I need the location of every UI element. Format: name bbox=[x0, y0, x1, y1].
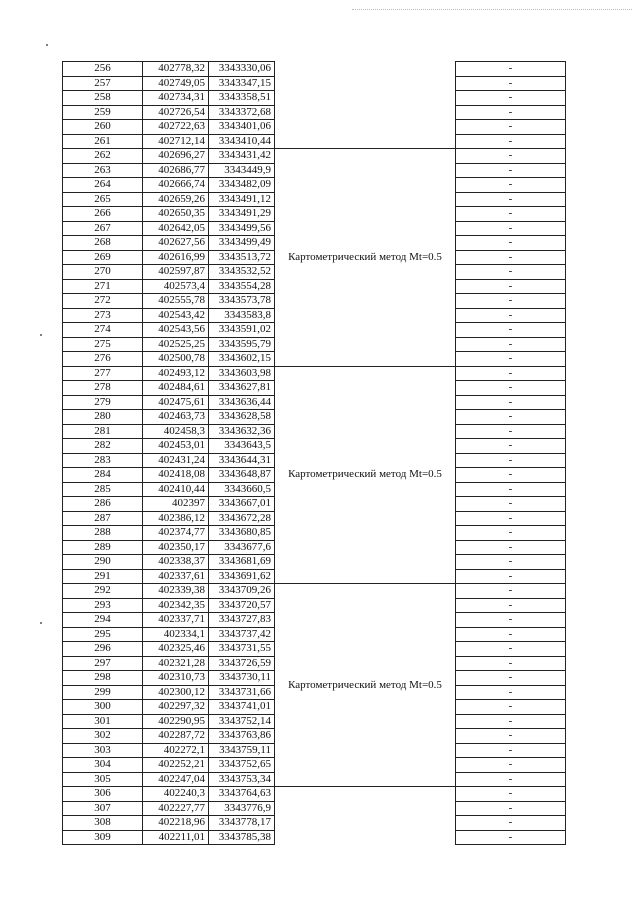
point-number: 302 bbox=[63, 729, 143, 744]
coordinate-y: 3343627,81 bbox=[209, 381, 275, 396]
value-dash: - bbox=[456, 511, 566, 526]
coordinate-x: 402337,71 bbox=[143, 613, 209, 628]
coordinate-y: 3343491,29 bbox=[209, 207, 275, 222]
value-dash: - bbox=[456, 685, 566, 700]
coordinate-y: 3343752,14 bbox=[209, 714, 275, 729]
value-dash: - bbox=[456, 642, 566, 657]
coordinate-y: 3343680,85 bbox=[209, 526, 275, 541]
coordinate-y: 3343628,58 bbox=[209, 410, 275, 425]
point-number: 299 bbox=[63, 685, 143, 700]
point-number: 293 bbox=[63, 598, 143, 613]
coordinate-y: 3343667,01 bbox=[209, 497, 275, 512]
point-number: 256 bbox=[63, 62, 143, 77]
table-row bbox=[63, 584, 566, 599]
point-number: 282 bbox=[63, 439, 143, 454]
point-number: 270 bbox=[63, 265, 143, 280]
method-cell: Картометрический метод Mt=0.5 bbox=[275, 149, 456, 367]
coordinate-y: 3343583,8 bbox=[209, 308, 275, 323]
method-cell-empty bbox=[275, 76, 456, 91]
coordinate-x: 402778,32 bbox=[143, 62, 209, 77]
coordinate-x: 402397 bbox=[143, 497, 209, 512]
coordinate-y: 3343372,68 bbox=[209, 105, 275, 120]
coordinate-y: 3343632,36 bbox=[209, 424, 275, 439]
coordinate-x: 402642,05 bbox=[143, 221, 209, 236]
coordinate-x: 402410,44 bbox=[143, 482, 209, 497]
value-dash: - bbox=[456, 468, 566, 483]
method-cell-empty bbox=[275, 816, 456, 831]
coordinate-x: 402297,32 bbox=[143, 700, 209, 715]
method-cell-empty bbox=[275, 120, 456, 135]
coordinate-y: 3343741,01 bbox=[209, 700, 275, 715]
coordinate-y: 3343776,9 bbox=[209, 801, 275, 816]
value-dash: - bbox=[456, 120, 566, 135]
point-number: 301 bbox=[63, 714, 143, 729]
coordinate-y: 3343677,6 bbox=[209, 540, 275, 555]
table-row bbox=[63, 366, 566, 381]
coordinate-y: 3343691,62 bbox=[209, 569, 275, 584]
point-number: 276 bbox=[63, 352, 143, 367]
value-dash: - bbox=[456, 76, 566, 91]
coordinate-x: 402325,46 bbox=[143, 642, 209, 657]
point-number: 298 bbox=[63, 671, 143, 686]
coordinate-x: 402310,73 bbox=[143, 671, 209, 686]
coordinate-x: 402666,74 bbox=[143, 178, 209, 193]
table-row bbox=[63, 149, 566, 164]
value-dash: - bbox=[456, 787, 566, 802]
value-dash: - bbox=[456, 236, 566, 251]
point-number: 305 bbox=[63, 772, 143, 787]
coordinate-y: 3343763,86 bbox=[209, 729, 275, 744]
value-dash: - bbox=[456, 62, 566, 77]
coordinate-x: 402300,12 bbox=[143, 685, 209, 700]
coordinate-x: 402463,73 bbox=[143, 410, 209, 425]
value-dash: - bbox=[456, 178, 566, 193]
coordinate-x: 402334,1 bbox=[143, 627, 209, 642]
table-row bbox=[63, 91, 566, 106]
point-number: 286 bbox=[63, 497, 143, 512]
coordinate-x: 402240,3 bbox=[143, 787, 209, 802]
value-dash: - bbox=[456, 772, 566, 787]
coordinate-x: 402734,31 bbox=[143, 91, 209, 106]
coordinate-y: 3343709,26 bbox=[209, 584, 275, 599]
coordinate-x: 402374,77 bbox=[143, 526, 209, 541]
value-dash: - bbox=[456, 714, 566, 729]
coordinate-y: 3343603,98 bbox=[209, 366, 275, 381]
value-dash: - bbox=[456, 163, 566, 178]
coordinate-y: 3343660,5 bbox=[209, 482, 275, 497]
coordinate-y: 3343491,12 bbox=[209, 192, 275, 207]
value-dash: - bbox=[456, 526, 566, 541]
value-dash: - bbox=[456, 149, 566, 164]
coordinate-x: 402597,87 bbox=[143, 265, 209, 280]
coordinate-y: 3343648,87 bbox=[209, 468, 275, 483]
coordinate-x: 402627,56 bbox=[143, 236, 209, 251]
point-number: 263 bbox=[63, 163, 143, 178]
value-dash: - bbox=[456, 453, 566, 468]
value-dash: - bbox=[456, 221, 566, 236]
value-dash: - bbox=[456, 395, 566, 410]
point-number: 261 bbox=[63, 134, 143, 149]
coordinate-y: 3343573,78 bbox=[209, 294, 275, 309]
coordinate-x: 402493,12 bbox=[143, 366, 209, 381]
coordinate-x: 402287,72 bbox=[143, 729, 209, 744]
coordinate-y: 3343759,11 bbox=[209, 743, 275, 758]
coordinate-y: 3343499,49 bbox=[209, 236, 275, 251]
coordinate-x: 402650,35 bbox=[143, 207, 209, 222]
coordinate-y: 3343591,02 bbox=[209, 323, 275, 338]
point-number: 287 bbox=[63, 511, 143, 526]
value-dash: - bbox=[456, 279, 566, 294]
coordinate-x: 402321,28 bbox=[143, 656, 209, 671]
value-dash: - bbox=[456, 482, 566, 497]
value-dash: - bbox=[456, 91, 566, 106]
value-dash: - bbox=[456, 207, 566, 222]
coordinate-x: 402350,17 bbox=[143, 540, 209, 555]
scan-speck bbox=[46, 44, 48, 46]
method-cell: Картометрический метод Mt=0.5 bbox=[275, 584, 456, 787]
scan-speck bbox=[40, 622, 42, 624]
coordinate-x: 402252,21 bbox=[143, 758, 209, 773]
coordinate-y: 3343330,06 bbox=[209, 62, 275, 77]
coordinate-x: 402543,42 bbox=[143, 308, 209, 323]
point-number: 280 bbox=[63, 410, 143, 425]
scan-header-dotted-line bbox=[352, 9, 632, 10]
value-dash: - bbox=[456, 352, 566, 367]
value-dash: - bbox=[456, 308, 566, 323]
coordinate-x: 402573,4 bbox=[143, 279, 209, 294]
point-number: 283 bbox=[63, 453, 143, 468]
point-number: 285 bbox=[63, 482, 143, 497]
coordinate-x: 402386,12 bbox=[143, 511, 209, 526]
value-dash: - bbox=[456, 613, 566, 628]
point-number: 258 bbox=[63, 91, 143, 106]
point-number: 259 bbox=[63, 105, 143, 120]
coordinate-y: 3343401,06 bbox=[209, 120, 275, 135]
coordinate-y: 3343672,28 bbox=[209, 511, 275, 526]
point-number: 275 bbox=[63, 337, 143, 352]
coordinate-y: 3343347,15 bbox=[209, 76, 275, 91]
point-number: 269 bbox=[63, 250, 143, 265]
coordinate-x: 402337,61 bbox=[143, 569, 209, 584]
value-dash: - bbox=[456, 700, 566, 715]
coordinate-x: 402555,78 bbox=[143, 294, 209, 309]
point-number: 284 bbox=[63, 468, 143, 483]
value-dash: - bbox=[456, 105, 566, 120]
coordinate-y: 3343636,44 bbox=[209, 395, 275, 410]
value-dash: - bbox=[456, 671, 566, 686]
point-number: 277 bbox=[63, 366, 143, 381]
coordinate-y: 3343752,65 bbox=[209, 758, 275, 773]
value-dash: - bbox=[456, 816, 566, 831]
point-number: 274 bbox=[63, 323, 143, 338]
point-number: 292 bbox=[63, 584, 143, 599]
point-number: 267 bbox=[63, 221, 143, 236]
coordinate-y: 3343532,52 bbox=[209, 265, 275, 280]
scan-speck bbox=[40, 334, 42, 336]
coordinate-y: 3343681,69 bbox=[209, 555, 275, 570]
coordinate-y: 3343753,34 bbox=[209, 772, 275, 787]
coordinate-y: 3343737,42 bbox=[209, 627, 275, 642]
value-dash: - bbox=[456, 424, 566, 439]
table-row bbox=[63, 801, 566, 816]
coordinate-x: 402712,14 bbox=[143, 134, 209, 149]
coordinate-x: 402749,05 bbox=[143, 76, 209, 91]
value-dash: - bbox=[456, 192, 566, 207]
coordinate-x: 402458,3 bbox=[143, 424, 209, 439]
coordinate-x: 402227,77 bbox=[143, 801, 209, 816]
point-number: 309 bbox=[63, 830, 143, 845]
method-cell-empty bbox=[275, 91, 456, 106]
value-dash: - bbox=[456, 801, 566, 816]
method-cell-empty bbox=[275, 787, 456, 802]
point-number: 268 bbox=[63, 236, 143, 251]
coordinate-x: 402339,38 bbox=[143, 584, 209, 599]
table-row bbox=[63, 134, 566, 149]
coordinate-x: 402484,61 bbox=[143, 381, 209, 396]
coordinate-x: 402211,01 bbox=[143, 830, 209, 845]
point-number: 304 bbox=[63, 758, 143, 773]
value-dash: - bbox=[456, 627, 566, 642]
coordinate-x: 402247,04 bbox=[143, 772, 209, 787]
value-dash: - bbox=[456, 294, 566, 309]
point-number: 264 bbox=[63, 178, 143, 193]
point-number: 279 bbox=[63, 395, 143, 410]
value-dash: - bbox=[456, 439, 566, 454]
coordinates-table-body bbox=[63, 62, 566, 845]
method-cell-empty bbox=[275, 105, 456, 120]
coordinate-y: 3343499,56 bbox=[209, 221, 275, 236]
point-number: 260 bbox=[63, 120, 143, 135]
coordinate-x: 402659,26 bbox=[143, 192, 209, 207]
coordinate-x: 402272,1 bbox=[143, 743, 209, 758]
coordinate-x: 402525,25 bbox=[143, 337, 209, 352]
coordinate-y: 3343482,09 bbox=[209, 178, 275, 193]
table-row bbox=[63, 816, 566, 831]
value-dash: - bbox=[456, 758, 566, 773]
point-number: 290 bbox=[63, 555, 143, 570]
point-number: 271 bbox=[63, 279, 143, 294]
coordinate-y: 3343731,55 bbox=[209, 642, 275, 657]
value-dash: - bbox=[456, 598, 566, 613]
coordinate-y: 3343720,57 bbox=[209, 598, 275, 613]
value-dash: - bbox=[456, 656, 566, 671]
point-number: 262 bbox=[63, 149, 143, 164]
coordinate-y: 3343727,83 bbox=[209, 613, 275, 628]
table-row bbox=[63, 120, 566, 135]
method-cell-empty bbox=[275, 62, 456, 77]
point-number: 303 bbox=[63, 743, 143, 758]
method-cell-empty bbox=[275, 830, 456, 845]
method-cell-empty bbox=[275, 134, 456, 149]
coordinate-x: 402431,24 bbox=[143, 453, 209, 468]
coordinate-y: 3343602,15 bbox=[209, 352, 275, 367]
coordinate-x: 402616,99 bbox=[143, 250, 209, 265]
coordinate-y: 3343764,63 bbox=[209, 787, 275, 802]
coordinates-table bbox=[62, 61, 566, 845]
coordinate-x: 402722,63 bbox=[143, 120, 209, 135]
value-dash: - bbox=[456, 569, 566, 584]
coordinate-y: 3343644,31 bbox=[209, 453, 275, 468]
coordinate-x: 402696,27 bbox=[143, 149, 209, 164]
table-row bbox=[63, 105, 566, 120]
coordinate-x: 402218,96 bbox=[143, 816, 209, 831]
point-number: 265 bbox=[63, 192, 143, 207]
point-number: 288 bbox=[63, 526, 143, 541]
coordinate-x: 402543,56 bbox=[143, 323, 209, 338]
method-cell-empty bbox=[275, 801, 456, 816]
point-number: 278 bbox=[63, 381, 143, 396]
value-dash: - bbox=[456, 134, 566, 149]
point-number: 272 bbox=[63, 294, 143, 309]
method-cell: Картометрический метод Mt=0.5 bbox=[275, 366, 456, 584]
point-number: 281 bbox=[63, 424, 143, 439]
point-number: 295 bbox=[63, 627, 143, 642]
value-dash: - bbox=[456, 729, 566, 744]
coordinate-y: 3343554,28 bbox=[209, 279, 275, 294]
point-number: 266 bbox=[63, 207, 143, 222]
value-dash: - bbox=[456, 323, 566, 338]
value-dash: - bbox=[456, 830, 566, 845]
coordinate-y: 3343358,51 bbox=[209, 91, 275, 106]
point-number: 308 bbox=[63, 816, 143, 831]
coordinate-x: 402726,54 bbox=[143, 105, 209, 120]
coordinate-y: 3343410,44 bbox=[209, 134, 275, 149]
coordinate-y: 3343513,72 bbox=[209, 250, 275, 265]
coordinate-y: 3343778,17 bbox=[209, 816, 275, 831]
value-dash: - bbox=[456, 250, 566, 265]
table-row bbox=[63, 62, 566, 77]
point-number: 296 bbox=[63, 642, 143, 657]
coordinate-y: 3343449,9 bbox=[209, 163, 275, 178]
coordinate-x: 402453,01 bbox=[143, 439, 209, 454]
point-number: 291 bbox=[63, 569, 143, 584]
coordinate-x: 402418,08 bbox=[143, 468, 209, 483]
coordinate-y: 3343730,11 bbox=[209, 671, 275, 686]
value-dash: - bbox=[456, 337, 566, 352]
point-number: 307 bbox=[63, 801, 143, 816]
point-number: 257 bbox=[63, 76, 143, 91]
point-number: 289 bbox=[63, 540, 143, 555]
value-dash: - bbox=[456, 540, 566, 555]
point-number: 297 bbox=[63, 656, 143, 671]
coordinate-x: 402342,35 bbox=[143, 598, 209, 613]
coordinate-x: 402338,37 bbox=[143, 555, 209, 570]
coordinate-x: 402686,77 bbox=[143, 163, 209, 178]
point-number: 300 bbox=[63, 700, 143, 715]
coordinate-y: 3343731,66 bbox=[209, 685, 275, 700]
coordinate-y: 3343643,5 bbox=[209, 439, 275, 454]
value-dash: - bbox=[456, 410, 566, 425]
point-number: 273 bbox=[63, 308, 143, 323]
coordinate-x: 402500,78 bbox=[143, 352, 209, 367]
table-row bbox=[63, 76, 566, 91]
value-dash: - bbox=[456, 743, 566, 758]
table-row bbox=[63, 787, 566, 802]
value-dash: - bbox=[456, 366, 566, 381]
coordinate-x: 402475,61 bbox=[143, 395, 209, 410]
coordinate-y: 3343785,38 bbox=[209, 830, 275, 845]
value-dash: - bbox=[456, 584, 566, 599]
coordinate-y: 3343595,79 bbox=[209, 337, 275, 352]
table-row bbox=[63, 830, 566, 845]
value-dash: - bbox=[456, 497, 566, 512]
value-dash: - bbox=[456, 265, 566, 280]
point-number: 306 bbox=[63, 787, 143, 802]
value-dash: - bbox=[456, 381, 566, 396]
coordinate-y: 3343726,59 bbox=[209, 656, 275, 671]
value-dash: - bbox=[456, 555, 566, 570]
coordinate-y: 3343431,42 bbox=[209, 149, 275, 164]
point-number: 294 bbox=[63, 613, 143, 628]
coordinate-x: 402290,95 bbox=[143, 714, 209, 729]
